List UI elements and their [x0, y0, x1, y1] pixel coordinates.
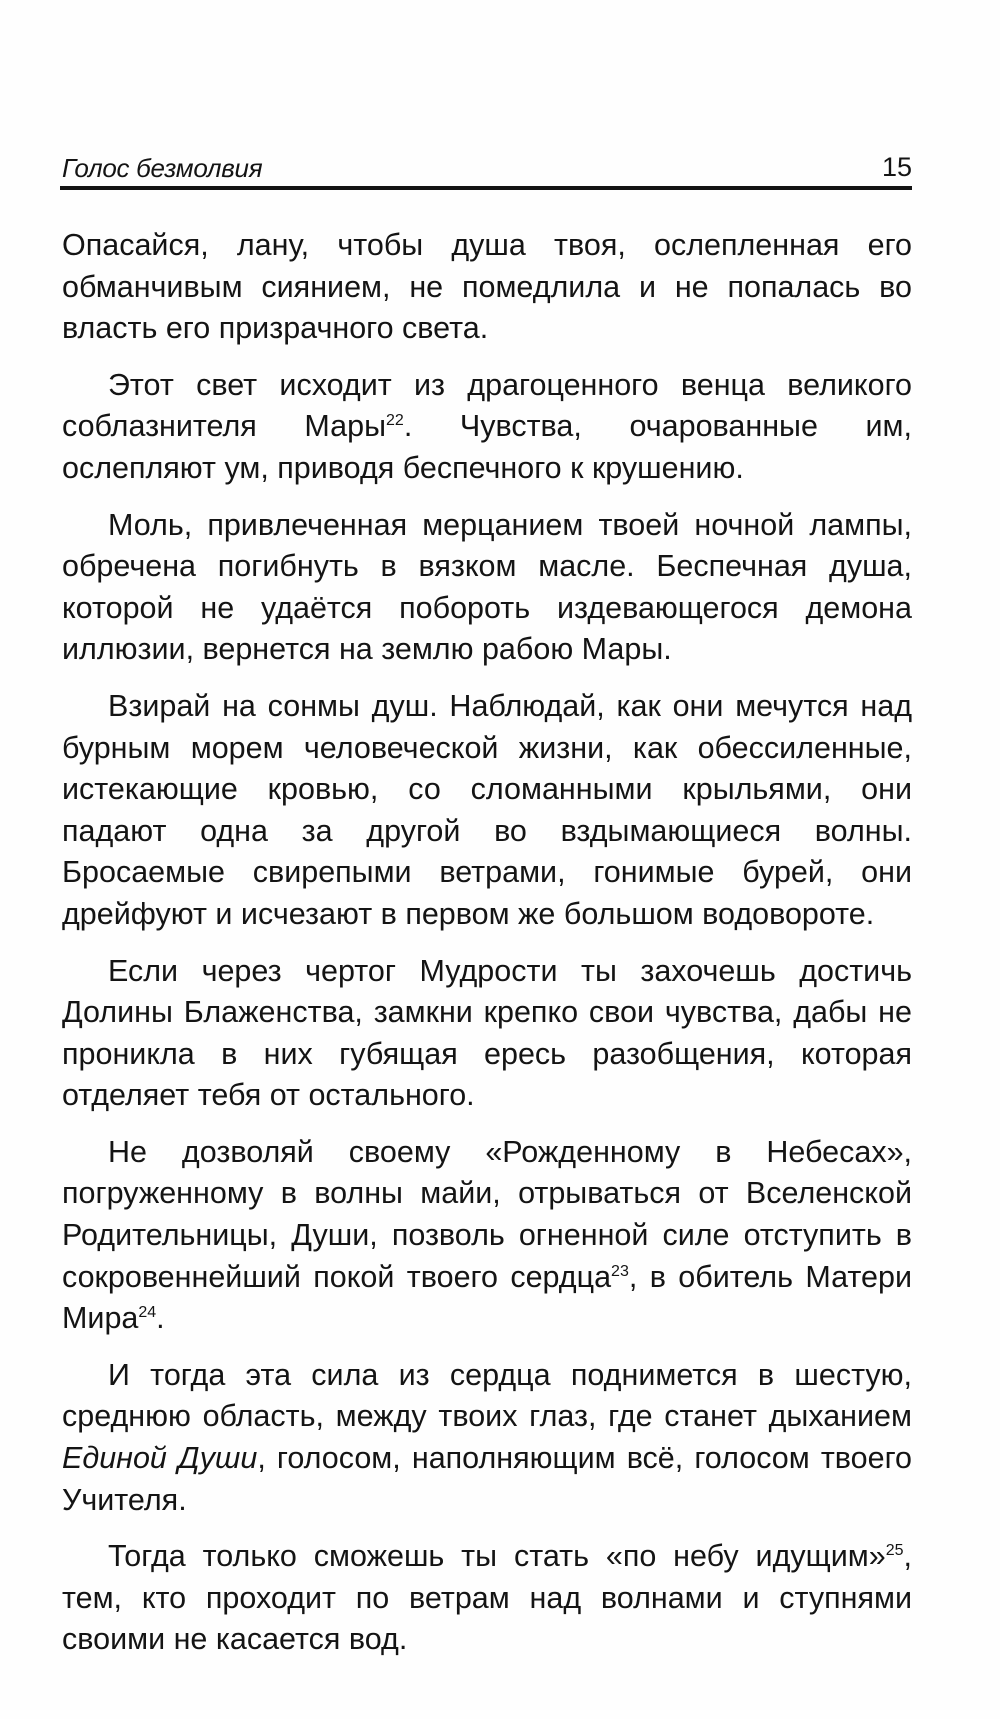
- paragraph-8-text-b: , тем, кто проходит по ветрам над волнами и ступнями своими не касается вод.: [62, 1539, 912, 1657]
- footnote-ref-23: 23: [611, 1262, 629, 1280]
- body-text: [62, 225, 912, 1676]
- paragraph-8-text-a: Тогда только сможешь ты стать «по небу идущим»: [108, 1539, 886, 1574]
- paragraph-6: [62, 1132, 912, 1340]
- page-number: 15: [881, 152, 912, 182]
- paragraph-5: Если через чертог Мудрости ты захочешь достичь Долины Блаженства, замкни крепко свои чувства, дабы не проникла в них губящая ересь разобщения, которая отделяет тебя от остального.: [62, 953, 912, 1113]
- paragraph-7: [62, 1355, 912, 1521]
- paragraph-3: Моль, привлеченная мерцанием твоей ночной лампы, обречена погибнуть в вязком масле. Беспечная душа, которой не удаётся побороть издевающегося демона иллюзии, вернется на землю рабою Мары.: [62, 507, 912, 667]
- paragraph-1: Опасайся, лану, чтобы душа твоя, ослепленная его обманчивым сиянием, не помедлила и не попалась во власть его призрачного света.: [62, 228, 912, 346]
- header-rule: [60, 186, 912, 190]
- paragraph-6-text-a: Не дозволяй своему «Рожденному в Небесах», погруженному в волны майи, отрываться от Вселенской Родительницы, Души, позволь огненной силе отступить в сокровеннейший покой твоего сердца: [62, 1134, 912, 1294]
- footnote-ref-22: 22: [386, 412, 404, 430]
- paragraph-2: [62, 365, 912, 490]
- paragraph-7-text-a: И тогда эта сила из сердца поднимется в шестую, среднюю область, между твоих глаз, где станет дыханием: [62, 1357, 912, 1434]
- paragraph-6-text-b: , в обитель Матери Мира: [62, 1259, 913, 1336]
- paragraph-4: Взирай на сонмы душ. Наблюдай, как они мечутся над бурным морем человеческой жизни, как обессиленные, истекающие кровью, со сломанными крыльями, они падают одна за другой во вздымающиеся волны. Бросаемые свирепыми ветрами, гонимые бурей, они дрейфуют и исчезают в первом же большом водовороте.: [62, 688, 912, 931]
- paragraph-6-text-c: .: [156, 1301, 165, 1336]
- paragraph-8: [62, 1536, 912, 1661]
- paragraph-7-text-b: , голосом, наполняющим всё, голосом твоего Учителя.: [62, 1441, 912, 1517]
- paragraph-2-text-a: Этот свет исходит из драгоценного венца великого соблазнителя Мары: [62, 367, 912, 444]
- running-title: Голос безмолвия: [62, 153, 263, 183]
- paragraph-2-text-b: . Чувства, очарованные им, ослепляют ум, приводя беспечного к крушению.: [62, 409, 912, 485]
- footnote-ref-24: 24: [138, 1304, 157, 1322]
- footnote-ref-25: 25: [885, 1542, 904, 1560]
- paragraph-7-emphasis: Единой Души: [62, 1441, 258, 1476]
- page-header: [60, 145, 912, 187]
